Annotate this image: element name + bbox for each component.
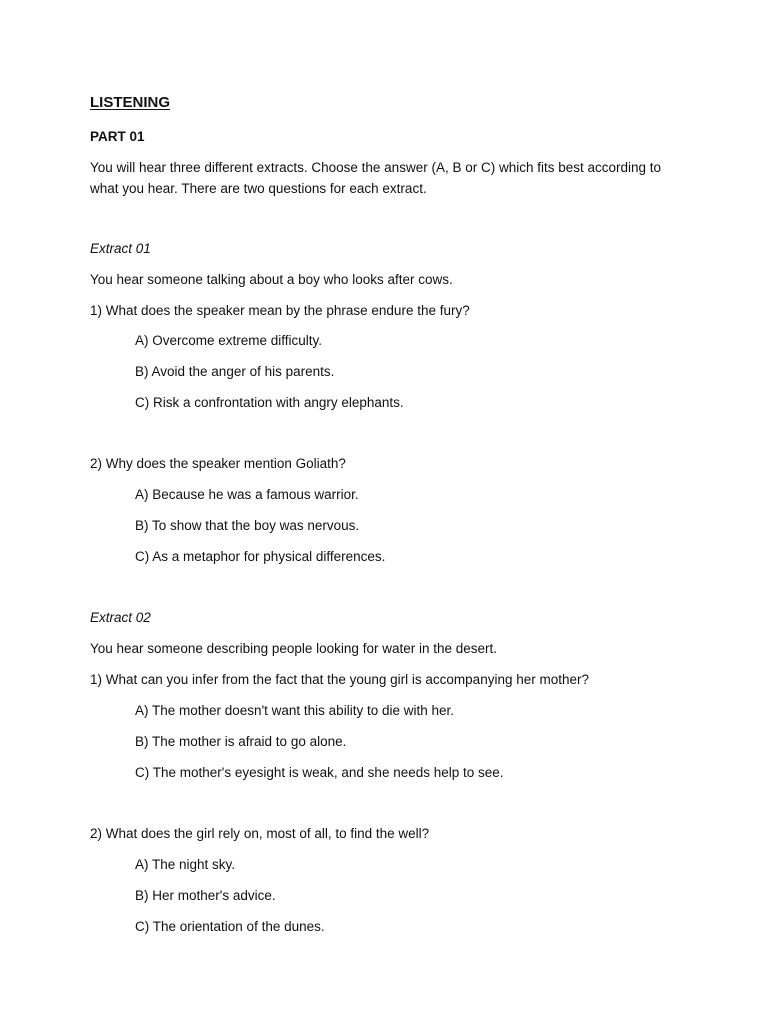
extract-1-question-2-option-a: A) Because he was a famous warrior. xyxy=(135,487,359,502)
extract-2-label: Extract 02 xyxy=(90,610,151,625)
extract-1-question-1-option-a: A) Overcome extreme difficulty. xyxy=(135,333,323,348)
extract-2-question-2: 2) What does the girl rely on, most of all, to find the well? xyxy=(90,826,430,841)
extract-2-question-2-option-a: A) The night sky. xyxy=(135,857,236,872)
extract-1-question-1-option-b: B) Avoid the anger of his parents. xyxy=(135,364,335,379)
extract-2-question-2-option-c: C) The orientation of the dunes. xyxy=(135,919,325,934)
page-title: LISTENING xyxy=(90,94,171,111)
extract-2-question-1-option-a: A) The mother doesn't want this ability to die with her. xyxy=(135,703,454,718)
extract-2-question-1-option-c: C) The mother's eyesight is weak, and she needs help to see. xyxy=(135,765,504,780)
part-label: PART 01 xyxy=(90,129,145,144)
extract-1-question-2-option-c: C) As a metaphor for physical differences. xyxy=(135,549,386,564)
extract-2-question-1: 1) What can you infer from the fact that the young girl is accompanying her mother? xyxy=(90,672,589,687)
extract-1-label: Extract 01 xyxy=(90,241,151,256)
extract-2-context: You hear someone describing people looking for water in the desert. xyxy=(90,641,498,656)
extract-2-question-2-option-b: B) Her mother's advice. xyxy=(135,888,276,903)
extract-1-question-1: 1) What does the speaker mean by the phrase endure the fury? xyxy=(90,303,470,318)
extract-1-question-2: 2) Why does the speaker mention Goliath? xyxy=(90,456,346,471)
extract-1-question-2-option-b: B) To show that the boy was nervous. xyxy=(135,518,360,533)
instructions-text: You will hear three different extracts. Choose the answer (A, B or C) which fits best according to what you hear. There are two questions for each extract. xyxy=(90,160,662,196)
extract-1-context: You hear someone talking about a boy who looks after cows. xyxy=(90,272,453,287)
extract-2-question-1-option-b: B) The mother is afraid to go alone. xyxy=(135,734,347,749)
extract-1-question-1-option-c: C) Risk a confrontation with angry elephants. xyxy=(135,395,404,410)
